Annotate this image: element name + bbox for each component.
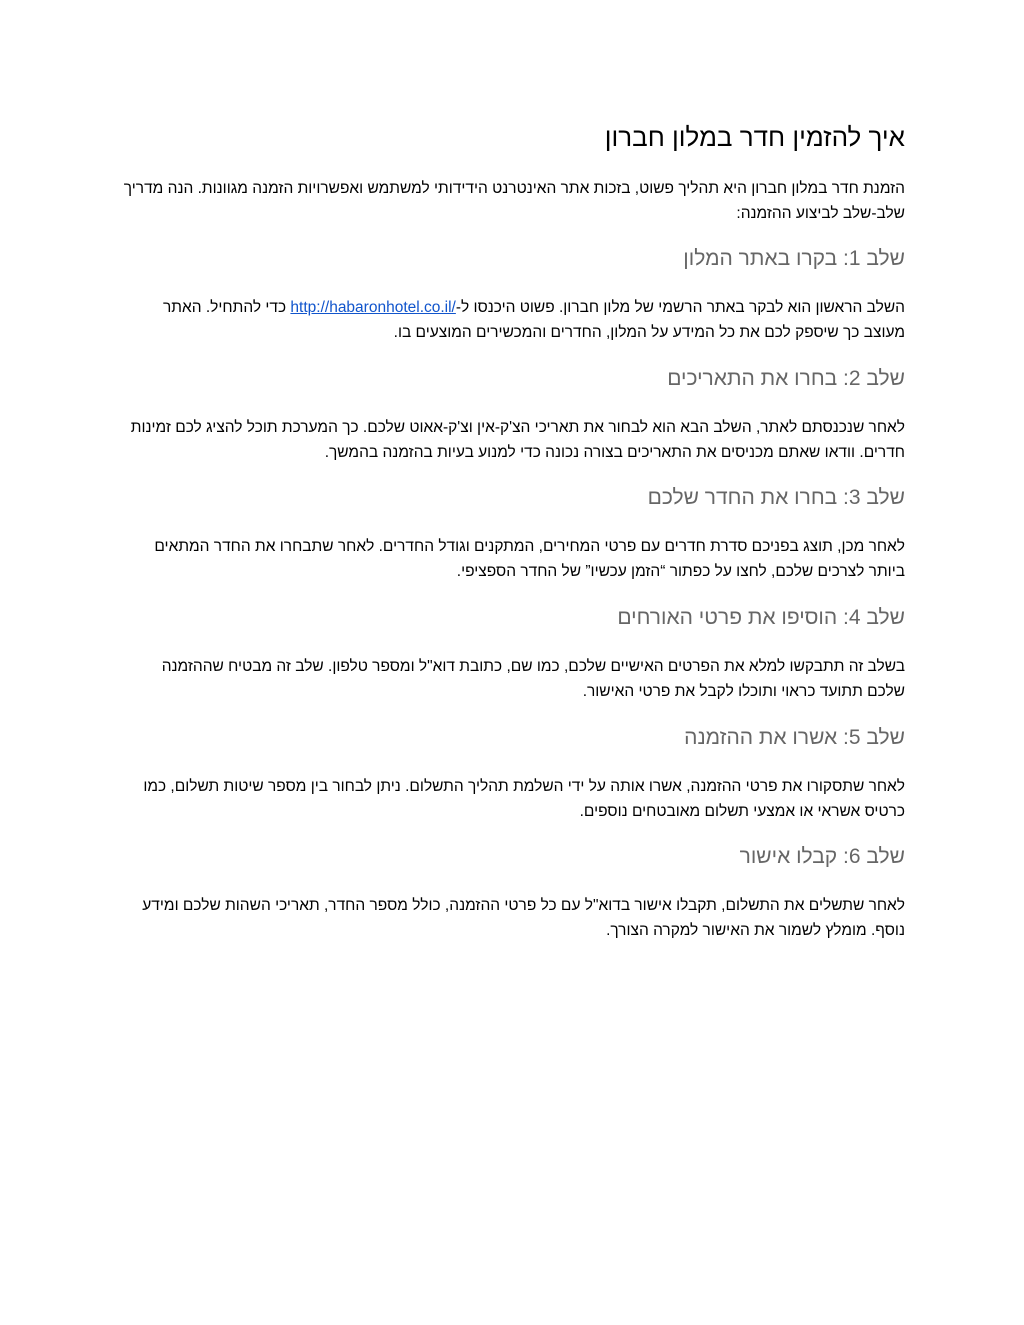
step-6-heading: שלב 6: קבלו אישור [739,845,905,868]
intro-paragraph: הזמנת חדר במלון חברון היא תהליך פשוט, בזכות אתר האינטרנט הידידותי למשתמש ואפשרויות הזמנה מגוונות. הנה מדריך שלב-שלב לביצוע ההזמנה: [123,180,905,222]
step-5-heading: שלב 5: אשרו את ההזמנה [684,726,905,749]
step-2-heading: שלב 2: בחרו את התאריכים [667,367,905,390]
step-1-text-before-link: השלב הראשון הוא לבקר באתר הרשמי של מלון חברון. פשוט היכנסו ל- [455,299,905,316]
hotel-website-link[interactable]: http://habaronhotel.co.il/ [290,299,456,316]
page-title: איך להזמין חדר במלון חברון [604,122,905,152]
step-1-text-after-link: כדי להתחיל. האתר מעוצב כך שיספק לכם את כל המידע על המלון, החדרים והמכשירים המוצעים בו. [163,299,905,341]
step-5-text: לאחר שתסקורו את פרטי ההזמנה, אשרו אותה על ידי השלמת תהליך התשלום. ניתן לבחור בין מספר שיטות תשלום, כמו כרטיס אשראי או אמצעי תשלום מאובטחים נוספים. [143,778,905,820]
step-4-text: בשלב זה תתבקשו למלא את הפרטים האישיים שלכם, כמו שם, כתובת דוא"ל ומספר טלפון. שלב זה מבטיח שההזמנה שלכם תתועד כראוי ותוכלו לקבל את פרטי האישור. [161,658,905,700]
step-3-text: לאחר מכן, תוצג בפניכם סדרת חדרים עם פרטי המחירים, המתקנים וגודל החדרים. לאחר שתבחרו את החדר המתאים ביותר לצרכים שלכם, לחצו על כפתור “הזמן עכשיו” של החדר הספציפי. [154,538,905,580]
step-2-text: לאחר שנכנסתם לאתר, השלב הבא הוא לבחור את תאריכי הצ'ק-אין וצ'ק-אאוט שלכם. כך המערכת תוכל להציג לכם זמינות חדרים. וודאו שאתם מכניסים את התאריכים בצורה נכונה כדי למנוע בעיות בהזמנה בהמשך. [130,419,905,461]
step-4-heading: שלב 4: הוסיפו את פרטי האורחים [617,606,905,629]
step-6-text: לאחר שתשלים את התשלום, תקבלו אישור בדוא"ל עם כל פרטי ההזמנה, כולל מספר החדר, תאריכי השהות שלכם ומידע נוסף. מומלץ לשמור את האישור למקרה הצורך. [142,897,905,939]
step-1-text [120,295,905,345]
step-3-heading: שלב 3: בחרו את החדר שלכם [647,486,905,509]
step-1-heading: שלב 1: בקרו באתר המלון [683,247,905,270]
